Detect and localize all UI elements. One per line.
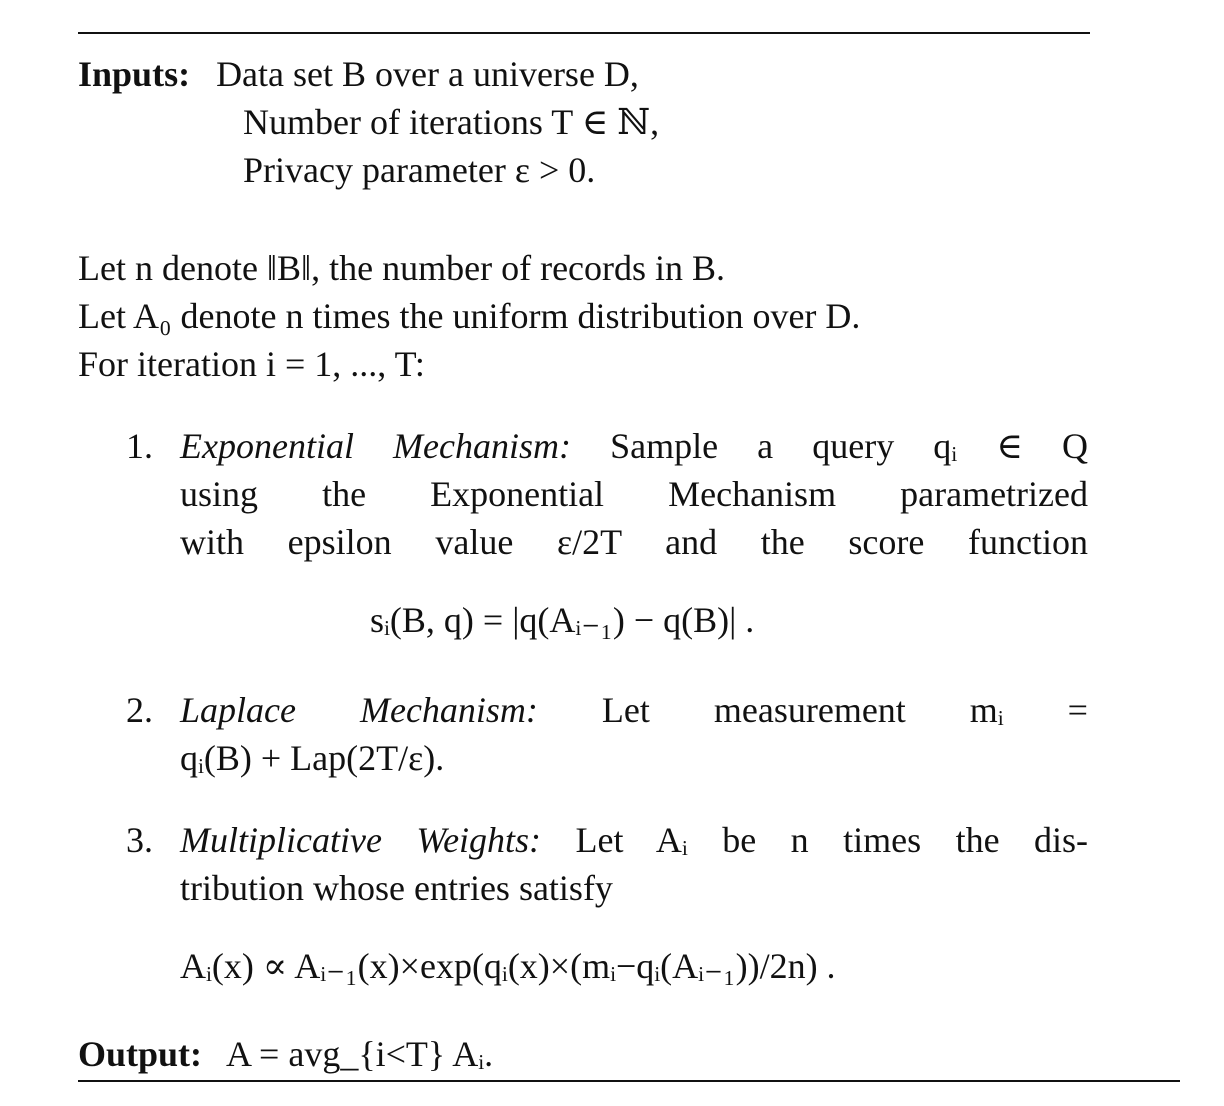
step-3-line-2: tribution whose entries satisfy [180, 868, 613, 908]
inputs-line-3 [243, 146, 595, 194]
inputs-dataset: Data set B over a universe D, [216, 54, 639, 94]
output-line [78, 1030, 493, 1078]
inputs-label: Inputs: [78, 54, 191, 94]
step-1-title: Exponential Mechanism: [180, 426, 571, 466]
output-formula: A = avg_{i<T} Aᵢ. [226, 1034, 494, 1074]
setup-line-2: Let A₀ denote n times the uniform distribution over D. [78, 296, 861, 336]
step-3-number: 3. [126, 820, 153, 860]
step-3-line-1-rest: Let Aᵢ be n times the dis- [575, 820, 1088, 860]
step-1-line-3: with epsilon value ε/2T and the score function [180, 522, 1088, 562]
step-3-title: Multiplicative Weights: [180, 820, 542, 860]
step-2-line-1-rest: Let measurement mᵢ = [601, 690, 1088, 730]
bottom-rule [78, 1080, 1180, 1082]
inputs-line-1 [78, 50, 639, 98]
inputs-iterations: Number of iterations T ∈ ℕ, [243, 102, 660, 142]
step-1-line-1-rest: Sample a query qᵢ ∈ Q [610, 426, 1089, 466]
step-1-line-1 [180, 422, 1088, 470]
step-1-equation: sᵢ(B, q) = |q(Aᵢ₋₁) − q(B)| . [370, 600, 755, 640]
step-2-line-2: qᵢ(B) + Lap(2T/ε). [180, 738, 445, 778]
step-2-title: Laplace Mechanism: [180, 690, 538, 730]
output-label: Output: [78, 1034, 203, 1074]
setup-line-3: For iteration i = 1, ..., T: [78, 344, 425, 384]
step-2-line-1 [180, 686, 1088, 734]
inputs-line-2 [243, 98, 659, 146]
setup-line-1: Let n denote ‖B‖, the number of records in B. [78, 248, 726, 288]
step-3-line-1 [180, 816, 1088, 864]
top-rule [78, 32, 1090, 34]
inputs-privacy: Privacy parameter ε > 0. [243, 150, 596, 190]
step-2-number: 2. [126, 690, 153, 730]
step-1-line-2: using the Exponential Mechanism parametrized [180, 474, 1088, 514]
step-1-number: 1. [126, 426, 153, 466]
step-3-equation: Aᵢ(x) ∝ Aᵢ₋₁(x)×exp(qᵢ(x)×(mᵢ−qᵢ(Aᵢ₋₁))/2n) . [180, 946, 836, 986]
